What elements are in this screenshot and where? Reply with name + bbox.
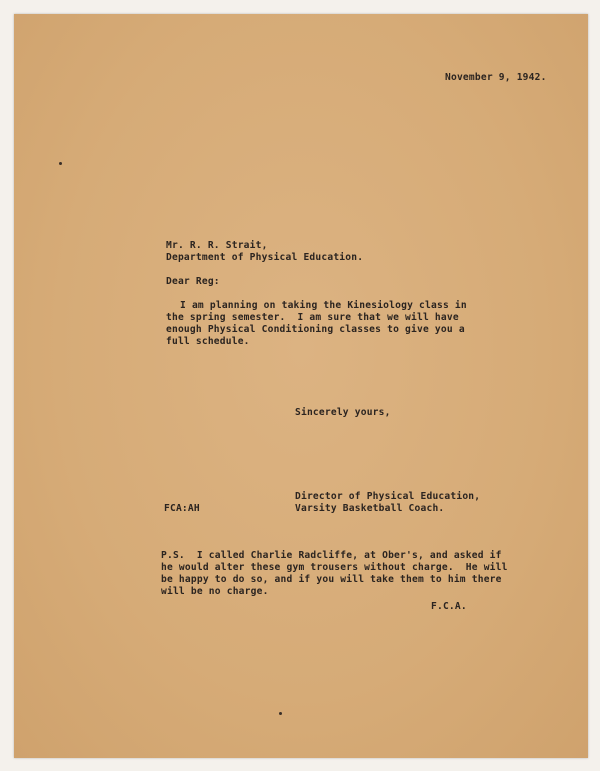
postscript-initials: F.C.A. xyxy=(431,601,467,612)
postscript-line: will be no charge. xyxy=(161,586,269,597)
body-line: the spring semester. I am sure that we will have xyxy=(166,312,459,323)
salutation: Dear Reg: xyxy=(166,276,220,287)
body-line: enough Physical Conditioning classes to give you a xyxy=(166,324,465,335)
postscript-line: P.S. I called Charlie Radcliffe, at Ober's, and asked if xyxy=(161,550,502,561)
signature-title: Director of Physical Education, xyxy=(295,491,481,502)
body-line: full schedule. xyxy=(166,336,250,347)
letter-date: November 9, 1942. xyxy=(445,72,547,83)
paper-speck xyxy=(59,162,62,165)
signature-title: Varsity Basketball Coach. xyxy=(295,503,445,514)
paper-speck xyxy=(279,712,282,715)
postscript-line: he would alter these gym trousers without charge. He will xyxy=(161,562,508,573)
closing: Sincerely yours, xyxy=(295,407,391,418)
body-line: I am planning on taking the Kinesiology class in xyxy=(180,300,467,311)
recipient-name: Mr. R. R. Strait, xyxy=(166,240,268,251)
postscript-line: be happy to do so, and if you will take them to him there xyxy=(161,574,502,585)
typist-initials: FCA:AH xyxy=(164,503,200,514)
recipient-department: Department of Physical Education. xyxy=(166,252,364,263)
letter-page xyxy=(14,14,588,758)
